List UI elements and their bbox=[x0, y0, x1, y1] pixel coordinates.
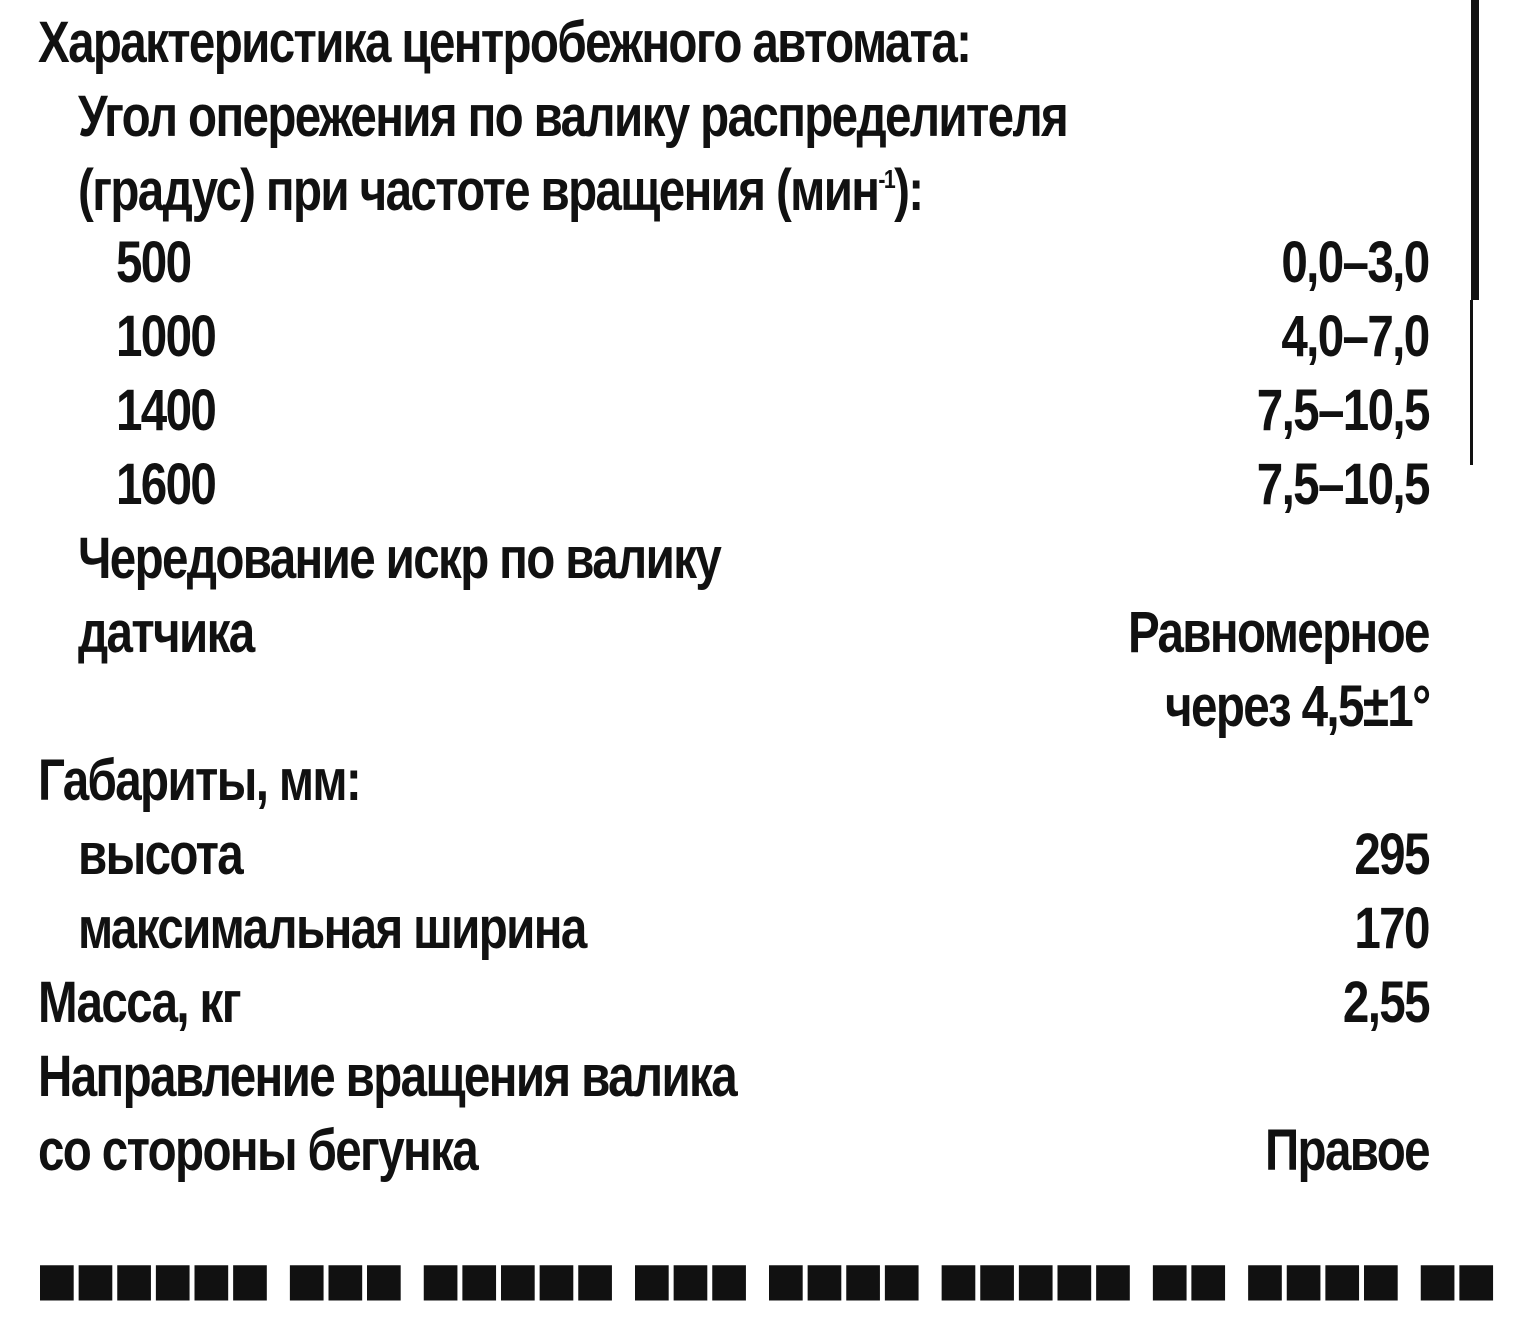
advance-label-line1: Угол опережения по валику распределителя bbox=[78, 84, 1068, 149]
height-label: высота bbox=[78, 822, 243, 887]
advance-label-line2-main: (градус) при частоте вращения (мин bbox=[78, 158, 879, 223]
sparks-label-line2: датчика bbox=[78, 600, 254, 665]
section-title: Характеристика центробежного автомата: bbox=[38, 10, 971, 75]
margin-rule bbox=[1471, 0, 1479, 300]
rotation-label-line2: со стороны бегунка bbox=[38, 1118, 478, 1183]
sparks-value-line2: через 4,5±1° bbox=[1164, 674, 1429, 739]
margin-rule-thin bbox=[1470, 300, 1473, 465]
height-value: 295 bbox=[1354, 822, 1429, 887]
advance-rpm-500: 500 bbox=[116, 230, 191, 295]
advance-value-1600: 7,5–10,5 bbox=[1256, 452, 1429, 517]
advance-rpm-1000: 1000 bbox=[116, 304, 216, 369]
dimensions-label: Габариты, мм: bbox=[38, 748, 361, 813]
advance-value-1000: 4,0–7,0 bbox=[1281, 304, 1429, 369]
width-value: 170 bbox=[1354, 896, 1429, 961]
cropped-next-line: ▀▀▀▀▀▀ ▀▀▀ ▀▀▀▀▀ ▀▀▀ ▀▀▀▀ ▀▀▀▀▀ ▀▀ ▀▀▀▀ ▀▀ bbox=[40, 1266, 1499, 1331]
rotation-value: Правое bbox=[1265, 1118, 1429, 1183]
advance-rpm-1600: 1600 bbox=[116, 452, 216, 517]
mass-value: 2,55 bbox=[1342, 970, 1429, 1035]
mass-label: Масса, кг bbox=[38, 970, 240, 1035]
advance-value-500: 0,0–3,0 bbox=[1281, 230, 1429, 295]
advance-rpm-1400: 1400 bbox=[116, 378, 216, 443]
advance-label-line2-end: ): bbox=[894, 158, 923, 223]
advance-label-line2 bbox=[78, 154, 922, 228]
sparks-label-line1: Чередование искр по валику bbox=[78, 526, 721, 591]
sparks-value-line1: Равномерное bbox=[1128, 600, 1429, 665]
width-label: максимальная ширина bbox=[78, 896, 586, 961]
advance-label-line2-sup: -1 bbox=[878, 164, 895, 194]
rotation-label-line1: Направление вращения валика bbox=[38, 1044, 737, 1109]
advance-value-1400: 7,5–10,5 bbox=[1256, 378, 1429, 443]
